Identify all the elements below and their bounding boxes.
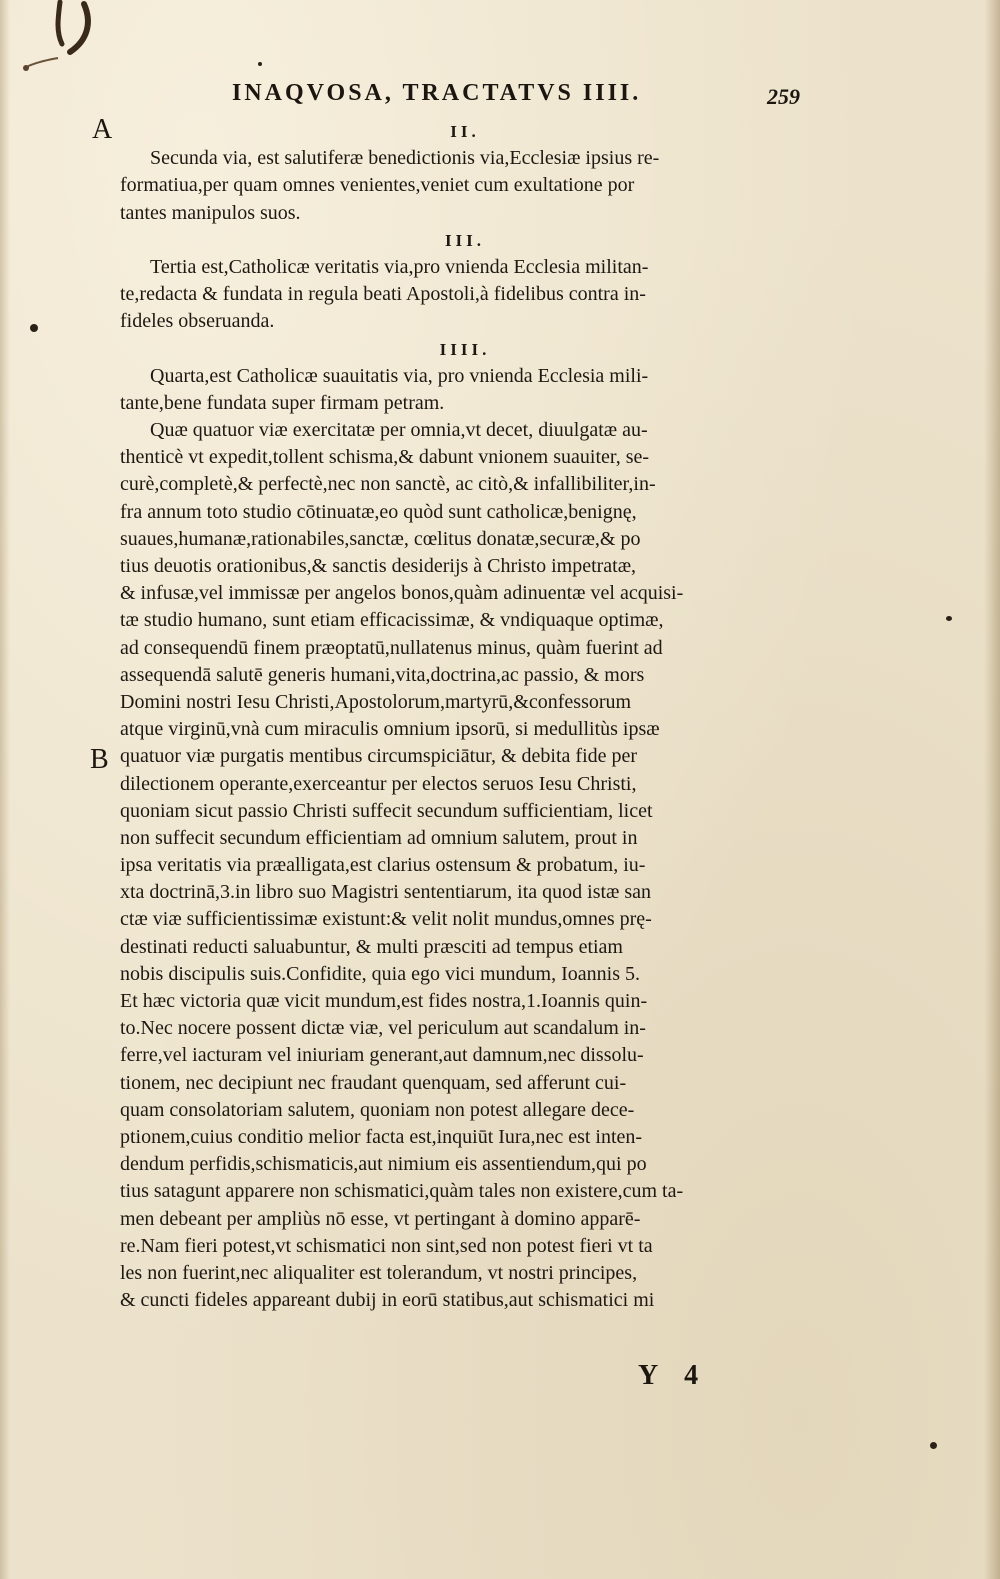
text-line: ad consequendū finem præoptatū,nullatenus minus, quàm fuerint ad [120, 636, 663, 659]
text-line: quatuor viæ purgatis mentibus circumspiciātur, & debita fide per [120, 745, 638, 768]
ink-speck [946, 616, 952, 621]
text-line: nobis discipulis suis.Confidite, quia ego vici mundum, Ioannis 5. [120, 962, 640, 985]
page-left-edge-shadow [0, 0, 10, 1579]
text-line: men debeant per ampliùs nō esse, vt pertingant à domino apparē- [120, 1207, 641, 1230]
text-line: curè,completè,& perfectè,nec non sanctè, ac citò,& infallibiliter,in- [120, 473, 656, 496]
text-line: assequendā salutē generis humani,vita,doctrina,ac passio, & mors [120, 663, 645, 686]
text-line: dilectionem operante,exerceantur per electos seruos Iesu Christi, [120, 772, 637, 795]
text-line: tæ studio humano, sunt etiam efficacissimæ, & vndiquaque optimæ, [120, 609, 664, 632]
page-right-edge-shadow [984, 0, 1000, 1579]
text-line: atque virginū,vnà cum miraculis omnium ipsorū, si medullitùs ipsæ [120, 718, 660, 741]
text-line: thenticè vt expedit,tollent schisma,& dabunt vnionem suauiter, se- [120, 446, 650, 469]
text-line: xta doctrinā,3.in libro suo Magistri sententiarum, ita quod istæ san [120, 881, 652, 904]
text-line: tionem, nec decipiunt nec fraudant quenquam, sed afferunt cui- [120, 1071, 627, 1094]
text-line: Secunda via, est salutiferæ benedictionis via,Ecclesiæ ipsius re- [150, 147, 660, 170]
text-line: suaues,humanæ,rationabiles,sanctæ, cœlitus donatæ,securæ,& po [120, 527, 641, 550]
text-line: fideles obseruanda. [120, 310, 275, 333]
text-line: Tertia est,Catholicæ veritatis via,pro vnienda Ecclesia militan- [150, 255, 649, 278]
text-line: tante,bene fundata super firmam petram. [120, 391, 445, 414]
text-line: Quarta,est Catholicæ suauitatis via, pro vnienda Ecclesia mili- [150, 364, 649, 387]
text-line: & infusæ,vel immissæ per angelos bonos,quàm adinuentæ vel acquisi- [120, 582, 684, 605]
text-line: dendum perfidis,schismaticis,aut nimium eis assentiendum,qui po [120, 1153, 647, 1176]
paragraph-fourth-way [120, 363, 810, 417]
text-line: ctæ viæ sufficientissimæ existunt:& velit nolit mundus,omnes prę- [120, 908, 652, 931]
text-line: fra annum toto studio cōtinuatæ,eo quòd sunt catholicæ,benignę, [120, 500, 637, 523]
text-line: tius deuotis orationibus,& sanctis desiderijs à Christo impetratæ, [120, 555, 637, 577]
margin-letter-a: A [92, 114, 113, 145]
running-title: INAQVOSA, TRACTATVS IIII. [232, 80, 642, 106]
ink-flourish-mark [22, 0, 122, 80]
text-line: Quæ quatuor viæ exercitatæ per omnia,vt decet, diuulgatæ au- [150, 419, 648, 442]
text-line: re.Nam fieri potest,vt schismatici non sint,sed non potest fieri vt ta [120, 1234, 653, 1257]
text-line: to.Nec nocere possent dictæ viæ, vel periculum aut scandalum in- [120, 1017, 646, 1040]
text-line: Domini nostri Iesu Christi,Apostolorum,martyrū,&confessorum [120, 690, 632, 713]
running-header [232, 80, 800, 116]
margin-letter-b: B [90, 744, 109, 775]
paragraph-third-way [120, 254, 810, 336]
text-line: les non fuerint,nec aliqualiter est tolerandum, vt nostri principes, [120, 1261, 638, 1284]
text-line: formatiua,per quam omnes venientes,veniet cum exultatione por [120, 174, 635, 197]
text-line: quoniam sicut passio Christi suffecit secundum sufficientiam, licet [120, 799, 653, 822]
text-line: ptionem,cuius conditio melior facta est,inquiūt Iura,nec est inten- [120, 1125, 643, 1148]
text-line: tius satagunt apparere non schismatici,quàm tales non existere,cum ta- [120, 1180, 684, 1203]
text-line: tantes manipulos suos. [120, 201, 301, 224]
text-line: quam consolatoriam salutem, quoniam non potest allegare dece- [120, 1098, 635, 1121]
section-numeral-second: II. [450, 122, 480, 141]
page-number: 259 [767, 84, 800, 109]
text-line: te,redacta & fundata in regula beati Apostoli,à fidelibus contra in- [120, 283, 646, 306]
text-block [120, 118, 810, 1314]
signature-mark: Y 4 [638, 1360, 709, 1391]
text-line: & cuncti fideles appareant dubij in eorū statibus,aut schismatici mi [120, 1289, 655, 1312]
text-line: ipsa veritatis via præalligata,est clarius ostensum & probatum, iu- [120, 854, 646, 877]
text-line: non suffecit secundum efficientiam ad omnium salutem, prout in [120, 826, 638, 849]
ink-speck [30, 324, 38, 332]
ink-speck [930, 1442, 937, 1449]
text-line: destinati reducti saluabuntur, & multi præsciti ad tempus etiam [120, 935, 623, 958]
ink-speck [258, 62, 262, 66]
section-numeral-third: III. [444, 230, 486, 250]
section-numeral-fourth: IIII. [439, 339, 491, 359]
paragraph-main [120, 417, 810, 1314]
paragraph-second-way [120, 145, 810, 227]
text-line: ferre,vel iacturam vel iniuriam generant,aut damnum,nec dissolu- [120, 1044, 644, 1067]
text-line: Et hæc victoria quæ vicit mundum,est fides nostra,1.Ioannis quin- [120, 990, 648, 1012]
